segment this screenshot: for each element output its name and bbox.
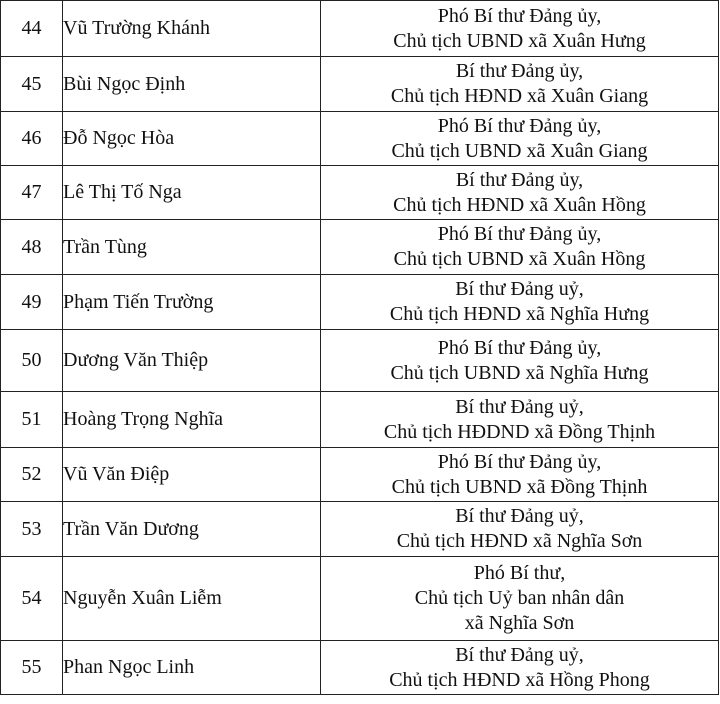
table-row: [1, 220, 719, 275]
position-line: Bí thư Đảng uỷ,: [455, 505, 584, 527]
person-name: Vũ Trường Khánh: [63, 1, 321, 57]
person-name: Vũ Văn Điệp: [63, 448, 321, 502]
position-line: Chủ tịch UBND xã Nghĩa Hưng: [390, 361, 649, 384]
position-line: Chủ tịch UBND xã Xuân Giang: [391, 139, 648, 162]
position-line: xã Nghĩa Sơn: [464, 612, 575, 634]
position-cell: [321, 112, 719, 166]
position-cell: [321, 641, 719, 695]
row-number: 55: [1, 641, 63, 695]
row-number: 54: [1, 557, 63, 641]
position-line: Chủ tịch UBND xã Xuân Hồng: [393, 248, 646, 270]
row-number: 45: [1, 57, 63, 112]
row-number: 50: [1, 330, 63, 392]
table-row: [1, 641, 719, 695]
person-name: Lê Thị Tố Nga: [63, 166, 321, 220]
position-line: Phó Bí thư Đảng ủy,: [437, 223, 602, 245]
position-cell: [321, 57, 719, 112]
position-line: Phó Bí thư Đảng ủy,: [437, 4, 602, 27]
person-name: Trần Văn Dương: [63, 502, 321, 557]
position-line: Chủ tịch HĐDND xã Đồng Thịnh: [383, 420, 656, 443]
row-number: 51: [1, 392, 63, 448]
position-cell: [321, 392, 719, 448]
table-row: [1, 112, 719, 166]
person-name: Bùi Ngọc Định: [63, 57, 321, 112]
table-row: [1, 330, 719, 392]
position-cell: [321, 220, 719, 275]
person-name: Hoàng Trọng Nghĩa: [63, 392, 321, 448]
position-cell: [321, 166, 719, 220]
person-name: Nguyễn Xuân Liễm: [63, 557, 321, 641]
position-line: Chủ tịch HĐND xã Hồng Phong: [389, 668, 650, 691]
position-line: Chủ tịch HĐND xã Xuân Giang: [390, 85, 649, 107]
table-row: [1, 392, 719, 448]
position-cell: [321, 557, 719, 641]
position-cell: [321, 1, 719, 57]
position-cell: [321, 502, 719, 557]
table-row: [1, 57, 719, 112]
row-number: 47: [1, 166, 63, 220]
row-number: 46: [1, 112, 63, 166]
row-number: 52: [1, 448, 63, 502]
position-cell: [321, 448, 719, 502]
table-row: [1, 557, 719, 641]
row-number: 53: [1, 502, 63, 557]
position-line: Phó Bí thư Đảng ủy,: [437, 336, 602, 359]
table-row: [1, 166, 719, 220]
position-line: Chủ tịch HĐND xã Nghĩa Hưng: [389, 303, 650, 325]
person-name: Phan Ngọc Linh: [63, 641, 321, 695]
table-row: [1, 275, 719, 330]
person-name: Đỗ Ngọc Hòa: [63, 112, 321, 166]
position-line: Phó Bí thư,: [473, 562, 566, 584]
position-line: Chủ tịch HĐND xã Xuân Hồng: [393, 193, 646, 216]
position-line: Bí thư Đảng uỷ,: [455, 643, 584, 666]
position-line: Bí thư Đảng uỷ,: [455, 278, 584, 300]
row-number: 49: [1, 275, 63, 330]
table-row: [1, 502, 719, 557]
position-cell: [321, 330, 719, 392]
person-name: Trần Tùng: [63, 220, 321, 275]
row-number: 44: [1, 1, 63, 57]
person-name: Dương Văn Thiệp: [63, 330, 321, 392]
row-number: 48: [1, 220, 63, 275]
position-line: Chủ tịch HĐND xã Nghĩa Sơn: [396, 530, 643, 552]
position-line: Bí thư Đảng ủy,: [455, 168, 584, 191]
table-row: [1, 448, 719, 502]
position-line: Phó Bí thư Đảng ủy,: [437, 450, 602, 473]
position-line: Chủ tịch UBND xã Xuân Hưng: [393, 29, 646, 52]
position-cell: [321, 275, 719, 330]
position-line: Bí thư Đảng uỷ,: [455, 395, 584, 418]
position-line: Chủ tịch UBND xã Đồng Thịnh: [391, 475, 648, 498]
position-line: Bí thư Đảng ủy,: [455, 60, 584, 82]
person-name: Phạm Tiến Trường: [63, 275, 321, 330]
position-line: Chủ tịch Uỷ ban nhân dân: [414, 587, 625, 609]
position-line: Phó Bí thư Đảng ủy,: [437, 114, 602, 137]
table-row: [1, 1, 719, 57]
